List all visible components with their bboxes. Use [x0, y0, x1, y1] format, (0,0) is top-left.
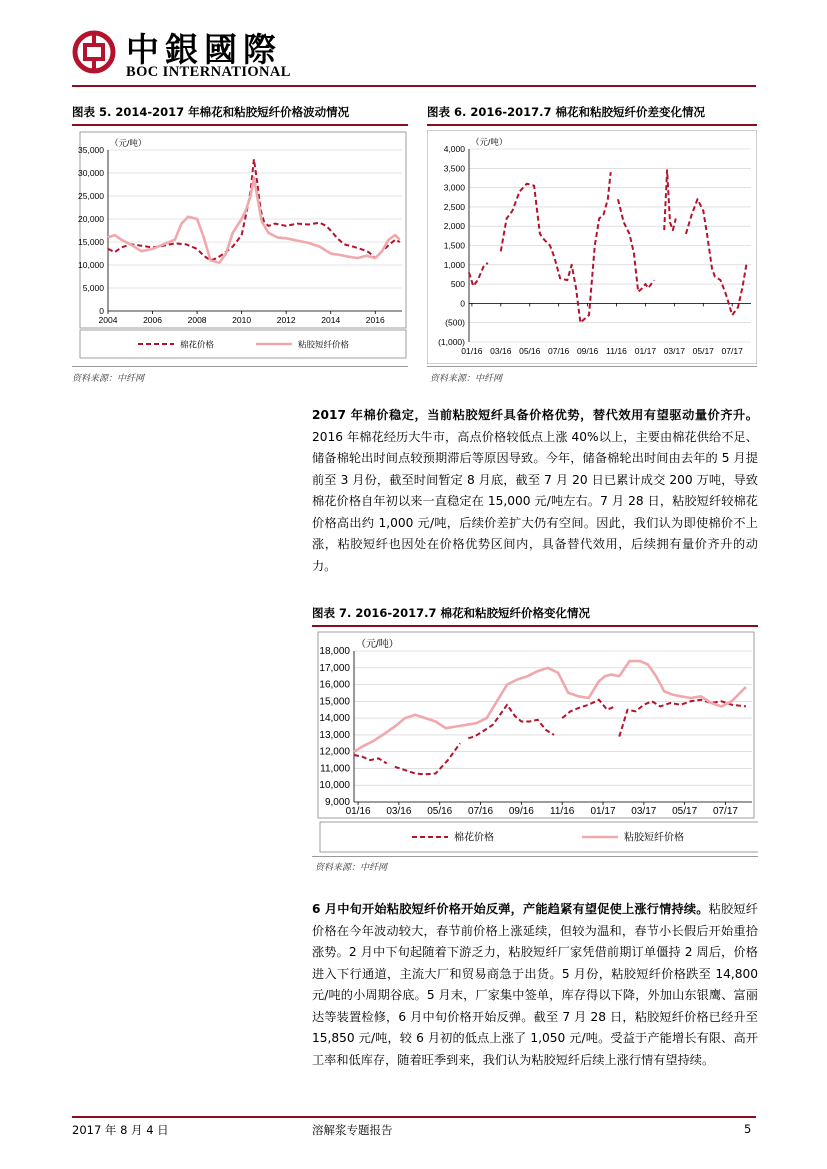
y-tick-label: 15,000	[319, 696, 350, 708]
y-tick-label: 3,500	[443, 163, 465, 174]
fig6-title: 图表 6. 2016-2017.7 棉花和粘胶短纤价差变化情况	[427, 105, 706, 119]
y-tick-label: 17,000	[319, 662, 350, 674]
paragraph-lead: 2017 年棉价稳定，当前粘胶短纤具备价格优势，替代效用有望驱动量价齐升。	[312, 408, 758, 422]
unit-label: （元/吨）	[110, 138, 147, 148]
y-tick-label: 0	[99, 306, 104, 316]
y-tick-label: 0	[460, 298, 465, 309]
fig5-chart	[72, 130, 408, 364]
y-tick-label: 20,000	[78, 214, 104, 224]
paragraph-lead: 6 月中旬开始粘胶短纤价格开始反弹，产能趋紧有望促使上涨行情持续。	[312, 902, 709, 916]
fig6-bottom-rule	[427, 366, 757, 367]
y-tick-label: 1,500	[443, 240, 465, 251]
x-tick-label: 07/17	[721, 346, 743, 356]
x-tick-label: 05/16	[427, 806, 453, 817]
x-tick-label: 07/16	[468, 806, 494, 817]
y-tick-label: 9,000	[324, 797, 350, 808]
y-tick-label: 3,000	[443, 182, 465, 193]
y-tick-label: 1,000	[443, 259, 465, 270]
x-tick-label: 05/17	[692, 346, 714, 356]
series-line-viscose	[354, 661, 746, 752]
x-tick-label: 2014	[321, 315, 341, 325]
x-tick-label: 03/16	[490, 346, 512, 356]
fig5-source: 资料来源：中纤网	[72, 374, 145, 384]
y-tick-label: 30,000	[78, 168, 104, 178]
paragraph-viscose-price	[312, 899, 758, 1071]
fig7-title-rule	[312, 625, 758, 627]
legend-label: 粘胶短纤价格	[298, 339, 350, 350]
fig5-title: 图表 5. 2014-2017 年棉花和粘胶短纤价格波动情况	[72, 105, 350, 119]
y-tick-label: 35,000	[78, 145, 104, 155]
series-line-cotton	[562, 700, 615, 718]
x-tick-label: 09/16	[508, 806, 534, 817]
fig5-title-rule	[72, 124, 408, 126]
boc-logo	[72, 24, 312, 82]
y-tick-label: 2,000	[443, 221, 465, 232]
logo-chinese: 中銀國際	[126, 30, 282, 69]
footer-page-number: 5	[744, 1122, 752, 1136]
y-tick-label: 10,000	[78, 260, 104, 270]
series-line-cotton	[395, 743, 460, 774]
series-line-viscose	[108, 178, 400, 263]
x-tick-label: 2004	[98, 315, 118, 325]
x-tick-label: 2010	[232, 315, 252, 325]
legend-box	[320, 822, 758, 852]
fig6-source: 资料来源：中纤网	[430, 374, 503, 384]
y-tick-label: 4,000	[443, 144, 465, 154]
chart-frame	[318, 632, 754, 818]
paragraph-body: 2016 年棉花经历大牛市，高点价格较低点上涨 40%以上，主要由棉花供给不足、储备棉轮出时间点较预期滞后等原因导致。今年，储备棉轮出时间由去年的 5 月提前至 3 月份，截至时间暂定 8 月底，截至 7 月 20 日已累计成交 200 万吨，导致棉花价格自年初以来一直稳定在 15,000 元/吨左右。7 月 28 日，粘胶短纤较棉花价格高出约 1,000 元/吨，后续价差扩大仍有空间。因此，我们认为即使棉价不上涨，粘胶短纤也因处在价格优势区间内，具备替代效用，后续拥有量价齐升的动力。	[312, 429, 758, 573]
series-line-cotton	[354, 755, 387, 763]
unit-label: （元/吨）	[471, 137, 508, 147]
y-tick-label: 18,000	[319, 646, 350, 657]
paragraph-cotton-price	[312, 405, 758, 577]
fig7-title: 图表 7. 2016-2017.7 棉花和粘胶短纤价格变化情况	[312, 606, 591, 620]
paragraph-body: 粘胶短纤价格在今年波动较大，春节前价格上涨延续，但较为温和，春节小长假后开始重拾涨势。2 月中下旬起随着下游乏力，粘胶短纤厂家凭借前期订单僵持 2 周后，价格进入下行通道，主流大厂和贸易商急于出货。5 月份，粘胶短纤价格跌至 14,800 元/吨的小周期谷底。5 月末，厂家集中签单，库存得以下降，外加山东银鹰、富丽达等装置检修，6 月中旬价格开始反弹。截至 7 月 28 日，粘胶短纤价格已经升至 15,850 元/吨，较 6 月初的低点上涨了 1,050 元/吨。受益于产能增长有限、高开工率和低库存，随着旺季到来，我们认为粘胶短纤后续上涨行情有望持续。	[312, 902, 758, 1067]
footer-rule	[72, 1116, 756, 1118]
x-tick-label: 07/17	[712, 806, 738, 817]
y-tick-label: 16,000	[319, 679, 350, 691]
x-tick-label: 01/16	[345, 806, 371, 817]
fig6-chart	[427, 130, 757, 364]
y-tick-label: 13,000	[319, 729, 350, 741]
y-tick-label: 11,000	[320, 763, 350, 775]
y-tick-label: (1,000)	[438, 337, 465, 347]
x-tick-label: 05/17	[672, 806, 698, 817]
x-tick-label: 01/16	[461, 346, 483, 356]
y-tick-label: 15,000	[78, 237, 104, 247]
x-tick-label: 09/16	[576, 346, 599, 356]
x-tick-label: 03/16	[386, 806, 412, 817]
y-tick-label: 10,000	[319, 780, 350, 792]
y-tick-label: 25,000	[78, 191, 104, 201]
x-tick-label: 2012	[276, 315, 296, 325]
chart-frame	[427, 130, 757, 364]
x-tick-label: 01/17	[634, 346, 657, 356]
fig7-chart	[312, 630, 758, 856]
series-line-cotton	[108, 159, 400, 260]
y-tick-label: 500	[450, 279, 465, 290]
x-tick-label: 05/16	[519, 346, 541, 356]
unit-label: （元/吨）	[356, 639, 399, 650]
x-tick-label: 03/17	[631, 806, 657, 817]
fig5-bottom-rule	[72, 366, 408, 367]
series-line-cotton	[664, 170, 676, 230]
x-tick-label: 03/17	[663, 346, 685, 356]
boc-emblem-icon	[72, 30, 116, 74]
x-tick-label: 07/16	[548, 346, 570, 356]
x-tick-label: 11/16	[606, 346, 627, 356]
legend-label: 棉花价格	[180, 339, 215, 350]
x-tick-label: 2016	[365, 315, 385, 325]
x-tick-label: 01/17	[590, 806, 616, 817]
series-line-cotton	[686, 199, 747, 315]
footer-report-name: 溶解浆专题报告	[312, 1123, 393, 1137]
y-tick-label: 2,500	[443, 201, 465, 212]
chart-frame	[80, 132, 406, 328]
legend-box	[80, 330, 406, 358]
y-tick-label: 5,000	[82, 283, 104, 293]
y-tick-label: 14,000	[319, 713, 350, 725]
series-line-cotton	[501, 172, 611, 323]
fig7-bottom-rule	[312, 856, 758, 857]
x-tick-label: 11/16	[550, 806, 575, 817]
legend-label: 粘胶短纤价格	[624, 832, 684, 844]
fig6-title-rule	[427, 124, 757, 126]
fig7-source: 资料来源：中纤网	[315, 863, 388, 873]
legend-label: 棉花价格	[454, 832, 494, 844]
header-rule	[72, 85, 756, 87]
x-tick-label: 2006	[143, 315, 163, 325]
logo-english: BOC INTERNATIONAL	[126, 64, 291, 80]
y-tick-label: (500)	[445, 317, 465, 328]
y-tick-label: 12,000	[319, 746, 350, 758]
footer-date: 2017 年 8 月 4 日	[72, 1123, 169, 1137]
x-tick-label: 2008	[187, 315, 207, 325]
series-line-cotton	[469, 263, 488, 286]
